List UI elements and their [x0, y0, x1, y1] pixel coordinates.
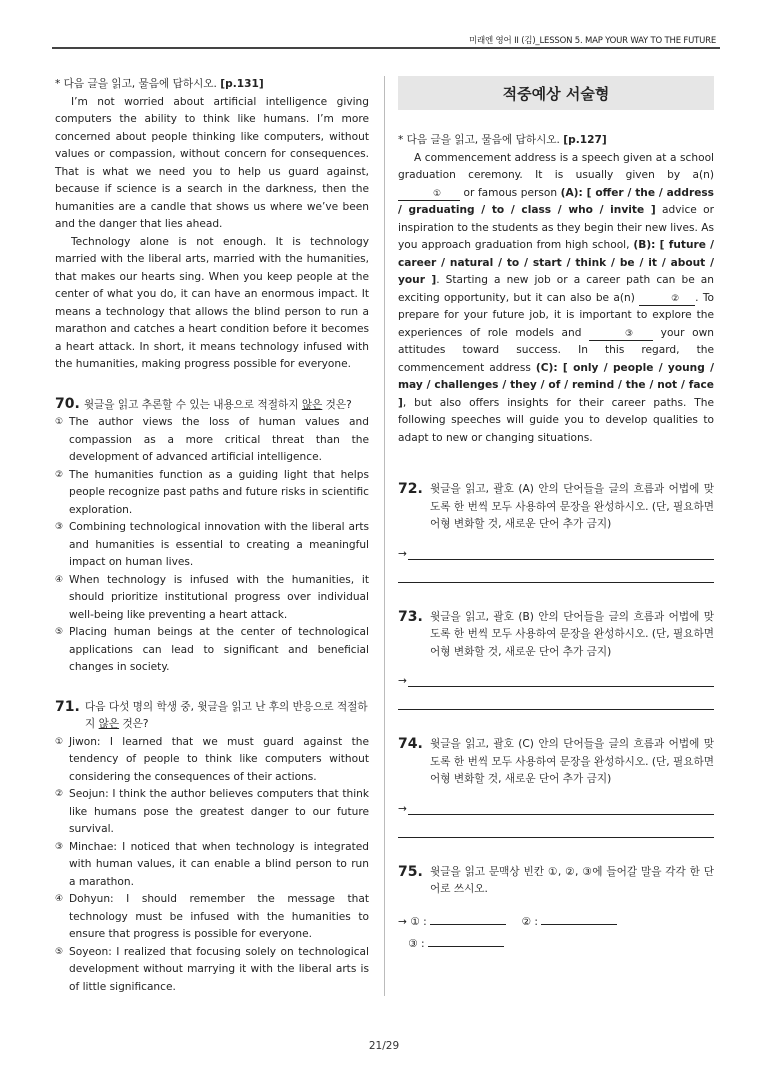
- left-page-ref: [p.131]: [220, 78, 264, 90]
- question-73: [398, 609, 714, 662]
- option-text: The author views the loss of human values and compassion as a more critical threat than the development of advanced artificial intelligence.: [69, 416, 369, 463]
- section-banner: 적중예상 서술형: [398, 76, 714, 110]
- question-number: 73.: [398, 608, 423, 625]
- right-page-ref: [p.127]: [563, 134, 607, 146]
- option-text: Dohyun: I should remember the message that technology must be infused with the humanities to ensure that progress is possible for everyone.: [69, 893, 369, 940]
- question-74-text: 윗글을 읽고, 괄호 (C) 안의 단어들을 글의 흐름과 어법에 맞도록 한 번씩 모두 사용하여 문장을 완성하시오. (단, 필요하면 어형 변화할 것, 새로운 단어 추가 금지): [430, 738, 714, 785]
- answer-row-75: → ① : ② : ③ :: [398, 911, 714, 955]
- q70-option-4[interactable]: [55, 572, 369, 625]
- option-marker: ③: [55, 841, 64, 852]
- option-marker: ②: [55, 469, 64, 480]
- answer-line-74[interactable]: [398, 803, 714, 815]
- question-74: [398, 736, 714, 789]
- option-text: The humanities function as a guiding light that helps people recognize past paths and future risks in scientific exploration.: [69, 468, 369, 516]
- option-text: Seojun: I think the author believes computers that think like humans pose the greatest danger to our future survival.: [69, 788, 369, 835]
- answer-line-74b[interactable]: [398, 837, 714, 838]
- arrow-icon: →: [398, 915, 407, 928]
- q70-option-5[interactable]: [55, 624, 369, 677]
- q71-option-3[interactable]: [55, 839, 369, 892]
- commencement-passage: A commencement address is a speech given at a school graduation ceremony. It is usually given by a(n) ① or famous person (A): [ offer / the / address / graduating / to / class / who / invite ] advice or inspiration to the students as they begin their new lives. As you approach graduation from high school, (B): [ future / career / natural / to / start / think / be / it / about / your ]. Starting a new job or a career path can be an exciting opportunity, but it can also be a(n) ② . To prepare for your future job, it is important to explore the experiences of role models and ③ your own attitudes toward success. In this regard, the commencement address (C): [ only / people / young / may / challenges / they / of / remind / the / not / face ], but also offers insights for their career paths. The following speeches will guide you to develop qualities to adapt to new or changing situations.: [398, 151, 715, 444]
- question-71-stem: 71. 다음 다섯 명의 학생 중, 윗글을 읽고 난 후의 반응으로 적절하지 않은 것은?: [55, 699, 369, 734]
- option-marker: ⑤: [55, 946, 64, 957]
- question-number: 70.: [55, 395, 80, 412]
- answer-blank-1[interactable]: [430, 913, 506, 925]
- option-marker: ④: [55, 574, 64, 585]
- passage-paragraph-2: Technology alone is not enough. It is technology married with the liberal arts, married with the humanities, that makes our hearts sing. When you keep people at the center of what you do, it can have an enormous impact. It means a technology that allows the blind person to run a marathon and catches a heart condition before it becomes a heart attack. In short, it means technology infused with the humanities, making progress possible for everyone.: [55, 235, 369, 370]
- q71-option-5[interactable]: [55, 944, 369, 997]
- question-number: 72.: [398, 481, 423, 497]
- blank-label-3: ③: [408, 937, 418, 950]
- q70-option-3[interactable]: [55, 519, 369, 572]
- passage-paragraph-1: I’m not worried about artificial intelligence giving computers the ability to think like humans. I’m more concerned about people thinking like computers, without values or compassion, without concern for consequences. That is what we need you to help us guard against, because if science is a search in the darkness, then the humanities are a candle that shows us where we’ve been and the danger that lies ahead.: [55, 95, 369, 230]
- question-70-stem: 70. 윗글을 읽고 추론할 수 있는 내용으로 적절하지 않은 것은?: [55, 395, 352, 412]
- option-marker: ⑤: [55, 627, 64, 637]
- answer-line-73b[interactable]: [398, 709, 714, 710]
- q70-option-1[interactable]: [55, 414, 369, 467]
- option-marker: ①: [55, 736, 64, 747]
- blank-3: ③: [589, 328, 653, 341]
- option-text: Minchae: I noticed that when technology is integrated with human values, it can enable a blind person to run a marathon.: [69, 840, 369, 888]
- answer-blank-2[interactable]: [541, 913, 617, 925]
- option-text: Combining technological innovation with the liberal arts and humanities is essential to creating a meaningful impact on human lives.: [69, 521, 369, 568]
- answer-line-73[interactable]: [398, 675, 714, 687]
- q70-option-2[interactable]: [55, 467, 369, 520]
- left-column: [55, 76, 369, 996]
- question-70: [55, 396, 369, 677]
- option-marker: ①: [55, 417, 64, 427]
- question-72-text: 윗글을 읽고, 괄호 (A) 안의 단어들을 글의 흐름과 어법에 맞도록 한 번씩 모두 사용하여 문장을 완성하시오. (단, 필요하면 어형 변화할 것, 새로운 단어 추가 금지): [430, 483, 714, 530]
- bracket-c: (C): [ only / people / young / may / challenges / they / of / remind / the / not / face ]: [398, 361, 714, 409]
- question-number: 74.: [398, 736, 423, 752]
- q71-option-2[interactable]: [55, 786, 369, 839]
- question-number: 71.: [55, 698, 80, 715]
- arrow-icon: →: [398, 547, 407, 560]
- blank-label-1: ①: [410, 915, 420, 928]
- question-72: [398, 481, 714, 534]
- option-text: Soyeon: I realized that focusing solely on technological development without marrying it with the liberal arts is of little significance.: [69, 945, 369, 993]
- right-column: [398, 76, 714, 955]
- page-header: 미래엔 영어 II (김)_LESSON 5. MAP YOUR WAY TO THE FUTURE: [469, 36, 716, 46]
- answer-line-72[interactable]: [398, 548, 714, 560]
- right-instruction: * 다음 글을 읽고, 물음에 답하시오. [p.127]: [398, 134, 607, 146]
- left-instruction: * 다음 글을 읽고, 물음에 답하시오. [p.131]: [55, 78, 264, 90]
- arrow-icon: →: [398, 802, 407, 815]
- blank-2: ②: [639, 293, 695, 306]
- bracket-a: (A): [ offer / the / address / graduating / to / class / who / invite ]: [398, 186, 714, 216]
- blank-1: ①: [398, 188, 460, 201]
- question-75-text: 윗글을 읽고 문맥상 빈칸 ①, ②, ③에 들어갈 말을 각각 한 단어로 쓰시오.: [430, 865, 714, 895]
- option-text: Placing human beings at the center of technological applications can lead to significant and beneficial changes in society.: [69, 626, 369, 673]
- arrow-icon: →: [398, 675, 407, 687]
- question-75: [398, 864, 714, 899]
- option-text: When technology is infused with the humanities, it should prioritize institutional progress over individual well-being like preventing a heart attack.: [69, 573, 369, 621]
- question-73-text: 윗글을 읽고, 괄호 (B) 안의 단어들을 글의 흐름과 어법에 맞도록 한 번씩 모두 사용하여 문장을 완성하시오. (단, 필요하면 어형 변화할 것, 새로운 단어 추가 금지): [430, 610, 714, 658]
- option-marker: ③: [55, 522, 64, 532]
- option-marker: ④: [55, 894, 64, 904]
- question-71: [55, 699, 369, 997]
- blank-label-2: ②: [521, 915, 531, 928]
- option-text: Jiwon: I learned that we must guard against the tendency of people to think like computers without considering the consequences of their actions.: [69, 735, 369, 783]
- header-rule: [52, 47, 720, 49]
- question-number: 75.: [398, 863, 423, 880]
- bracket-b: (B): [ future / career / natural / to / start / think / be / it / about / your ]: [398, 239, 715, 286]
- q71-option-1[interactable]: [55, 734, 369, 787]
- answer-line-72b[interactable]: [398, 582, 714, 583]
- option-marker: ②: [55, 789, 64, 799]
- page-number: 21/29: [368, 1040, 400, 1052]
- column-divider: [384, 76, 385, 996]
- answer-blank-3[interactable]: [428, 935, 504, 947]
- q71-option-4[interactable]: [55, 891, 369, 944]
